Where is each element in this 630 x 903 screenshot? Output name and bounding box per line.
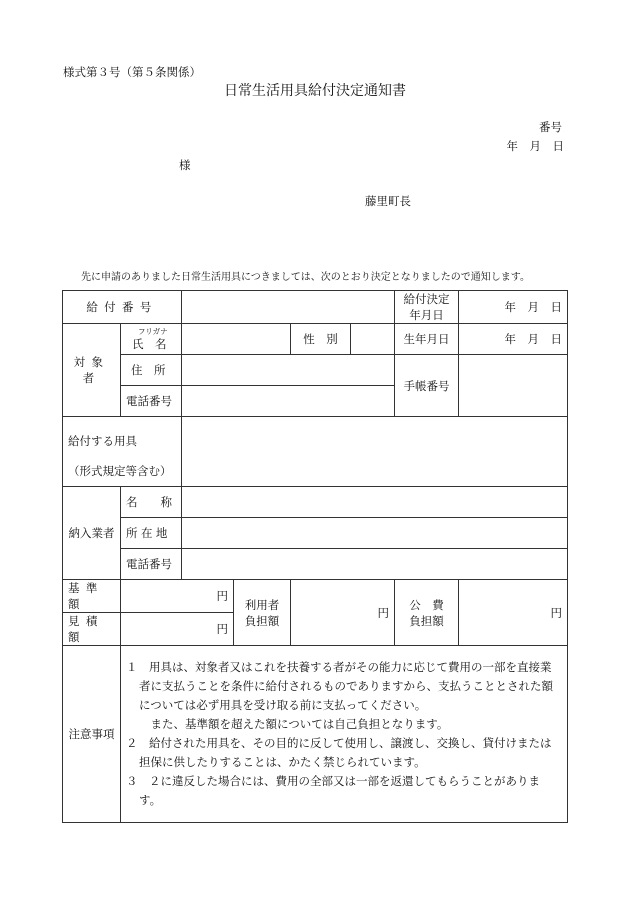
note-item: ３ ２に違反した場合には、費用の全部又は一部を返還してもらうことがあります。 bbox=[126, 774, 540, 807]
birth-date-field[interactable]: 年 月 日 bbox=[459, 324, 568, 355]
vendor-name-label: 名 称 bbox=[121, 487, 182, 518]
item-field[interactable] bbox=[182, 417, 568, 487]
notes-label: 注意事項 bbox=[63, 646, 121, 823]
item-sub-label: （形式規定等含む） bbox=[68, 464, 172, 478]
vendor-name-field[interactable] bbox=[182, 487, 568, 518]
issuer-name: 藤里町長 bbox=[365, 194, 411, 208]
standard-amount-field[interactable]: 円 bbox=[121, 580, 234, 613]
payment-number-label: 給付番号 bbox=[63, 291, 182, 324]
estimate-amount-field[interactable]: 円 bbox=[121, 613, 234, 646]
vendor-phone-label: 電話番号 bbox=[121, 549, 182, 580]
user-burden-label bbox=[234, 580, 291, 646]
estimate-amount-label: 見積額 bbox=[63, 613, 121, 646]
addressee-suffix: 様 bbox=[179, 158, 191, 172]
number-label: 番号 bbox=[539, 120, 562, 134]
intro-text: 先に申請のありました日常生活用具につきましては、次のとおり決定となりましたので通知します。 bbox=[81, 272, 530, 283]
address-field[interactable] bbox=[182, 355, 395, 386]
item-label-cell bbox=[63, 417, 182, 487]
decision-date-field[interactable]: 年 月 日 bbox=[459, 291, 568, 324]
decision-date-label: 給付決定年月日 bbox=[395, 291, 459, 324]
user-burden-field[interactable]: 円 bbox=[291, 580, 395, 646]
birth-date-label: 生年月日 bbox=[395, 324, 459, 355]
item-label: 給付する用具 bbox=[68, 434, 137, 448]
name-field[interactable] bbox=[182, 324, 291, 355]
public-burden-label-line1: 公 費 bbox=[409, 597, 444, 612]
handbook-label: 手帳番号 bbox=[395, 355, 459, 417]
subject-label: 対象者 bbox=[63, 324, 121, 417]
furigana-label: フリガナ bbox=[138, 326, 168, 336]
standard-amount-label: 基準額 bbox=[63, 580, 121, 613]
vendor-phone-field[interactable] bbox=[182, 549, 568, 580]
payment-number-field[interactable] bbox=[182, 291, 395, 324]
vendor-label: 納入業者 bbox=[63, 487, 121, 580]
name-label-cell bbox=[121, 324, 182, 355]
note-item: また、基準額を超えた額については自己負担となります。 bbox=[150, 717, 449, 731]
user-burden-label-line2: 負担額 bbox=[244, 613, 280, 628]
name-label: 氏 名 bbox=[132, 336, 167, 351]
decision-form-table bbox=[62, 290, 568, 823]
vendor-location-label: 所在地 bbox=[121, 518, 182, 549]
handbook-field[interactable] bbox=[459, 355, 568, 417]
public-burden-field[interactable]: 円 bbox=[459, 580, 568, 646]
note-item: １ 用具は、対象者又はこれを扶養する者がその能力に応じて費用の一部を直接業者に支払うことを条件に給付されるものでありますから、支払うこととされた額については必ず用具を受け取る前に支払ってください。 bbox=[126, 660, 553, 712]
sex-field[interactable] bbox=[351, 324, 395, 355]
page-title: 日常生活用具給付決定通知書 bbox=[224, 83, 406, 99]
address-label: 住 所 bbox=[121, 355, 182, 386]
form-number: 様式第３号（第５条関係） bbox=[63, 65, 201, 79]
public-burden-label bbox=[395, 580, 459, 646]
public-burden-label-line2: 負担額 bbox=[409, 613, 444, 628]
phone-label: 電話番号 bbox=[121, 386, 182, 417]
vendor-location-field[interactable] bbox=[182, 518, 568, 549]
sex-label: 性 別 bbox=[291, 324, 351, 355]
notes-content bbox=[121, 646, 568, 823]
note-item: ２ 給付された用具を、その目的に反して使用し、譲渡し、交換し、貸付けまたは担保に供したりすることは、かたく禁じられています。 bbox=[126, 736, 552, 769]
issue-date-label: 年 月 日 bbox=[506, 139, 564, 153]
user-burden-label-line1: 利用者 bbox=[244, 597, 280, 612]
phone-field[interactable] bbox=[182, 386, 395, 417]
